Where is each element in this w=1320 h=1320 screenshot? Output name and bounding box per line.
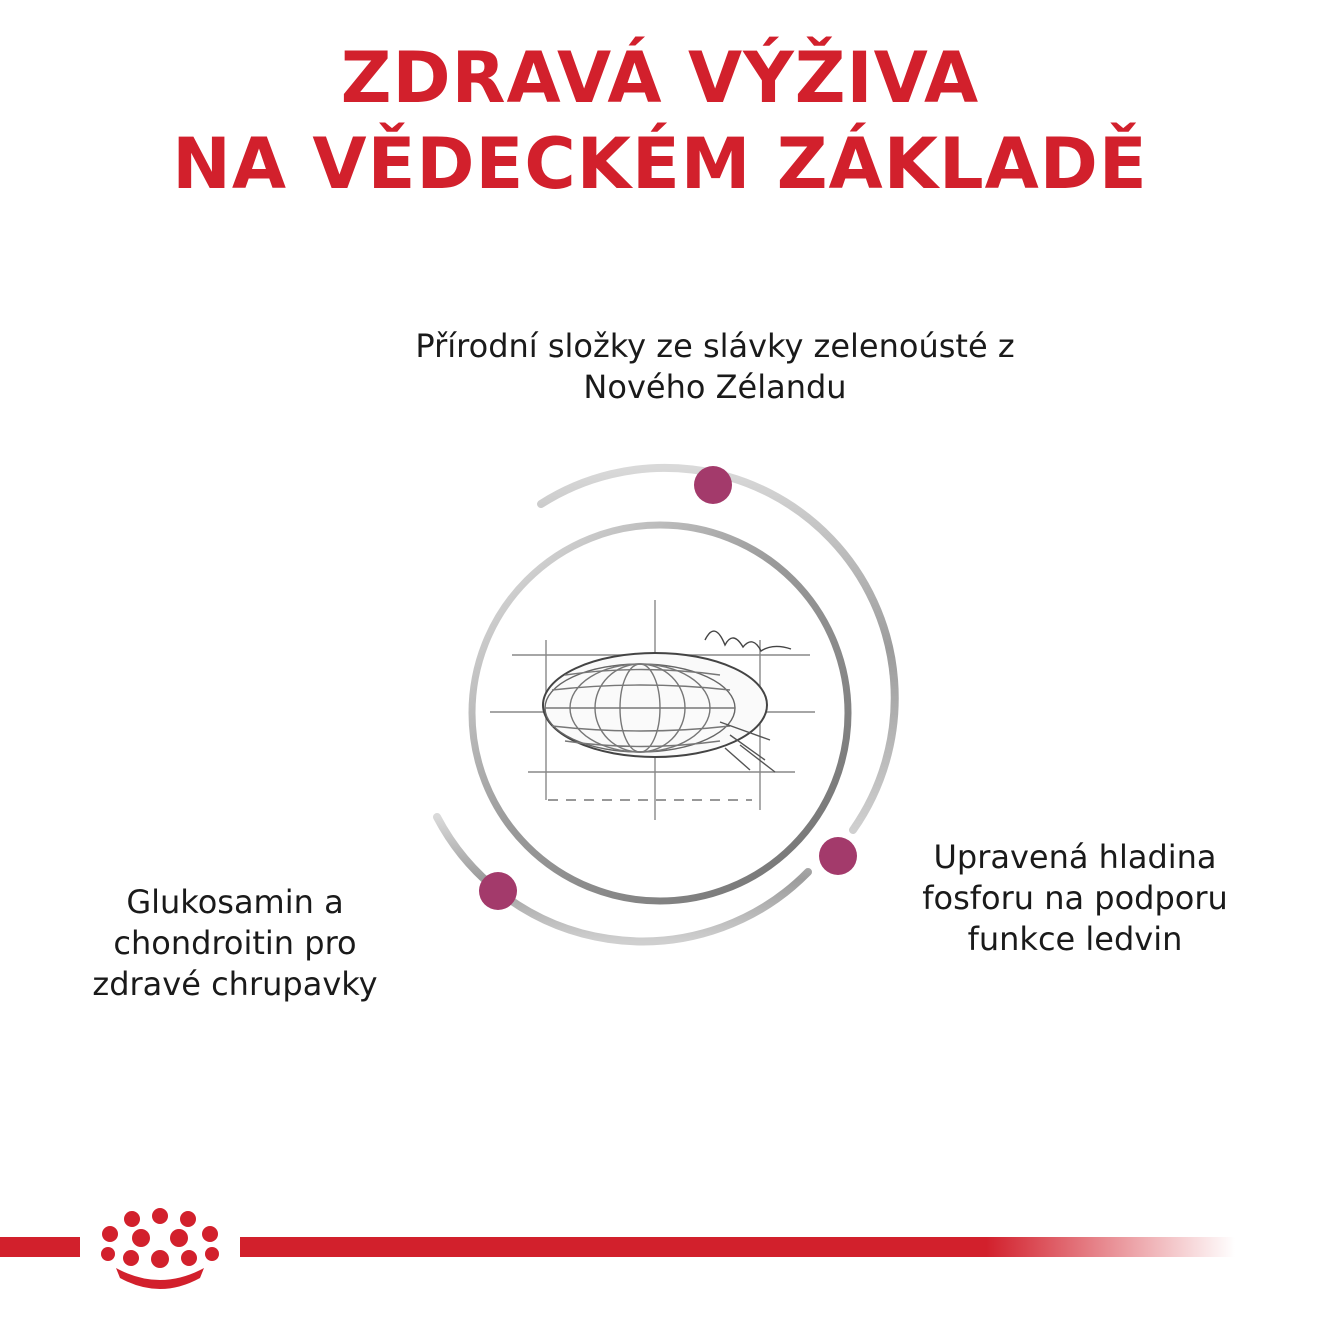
benefit-mussel-line-2: Nového Zélandu xyxy=(583,368,847,406)
benefit-phosphorus-line-1: Upravená hladina xyxy=(933,838,1217,876)
benefit-cartilage-line-3: zdravé chrupavky xyxy=(92,965,378,1003)
footer-bar-right xyxy=(240,1237,1235,1257)
crown-logo-icon xyxy=(101,1208,219,1289)
footer-bar-left xyxy=(0,1237,80,1257)
headline-line-1: ZDRAVÁ VÝŽIVA xyxy=(340,37,980,119)
headline-line-2: NA VĚDECKÉM ZÁKLADĚ xyxy=(172,123,1148,205)
benefit-phosphorus-line-3: funkce ledvin xyxy=(967,920,1183,958)
benefit-cartilage-line-2: chondroitin pro xyxy=(113,924,357,962)
benefit-cartilage-line-1: Glukosamin a xyxy=(126,883,344,921)
benefit-phosphorus-line-2: fosforu na podporu xyxy=(922,879,1228,917)
benefit-mussel-line-1: Přírodní složky ze slávky zelenoústé z xyxy=(415,327,1015,365)
